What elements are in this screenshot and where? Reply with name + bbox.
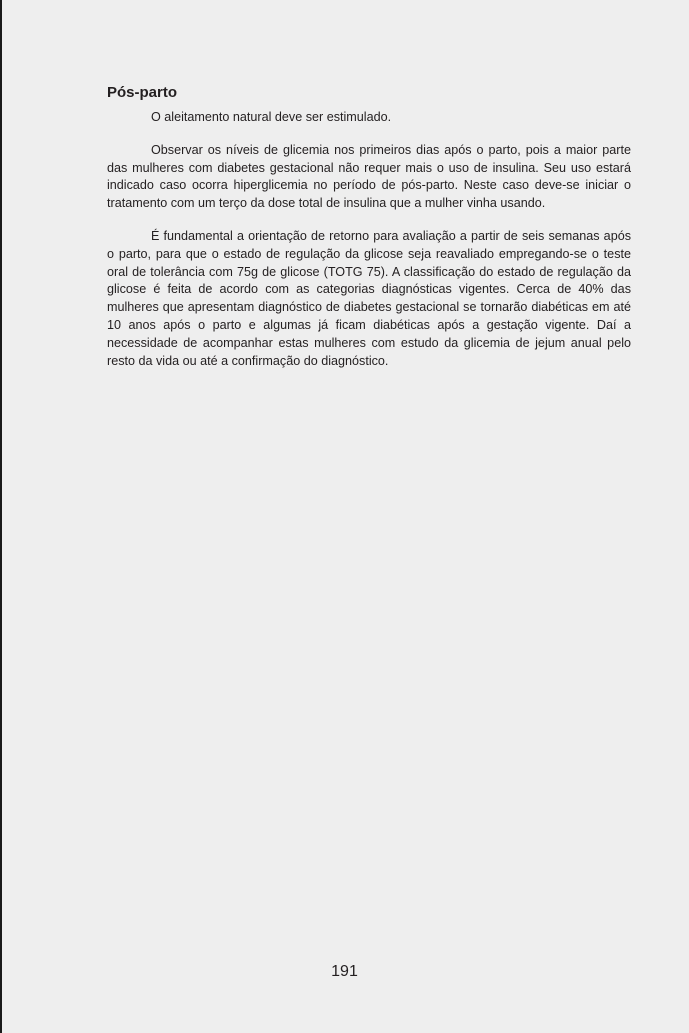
paragraph-2: Observar os níveis de glicemia nos primeiros dias após o parto, pois a maior parte das mulheres com diabetes gestacional não requer mais o uso de insulina. Seu uso estará indicado caso ocorra hiperglicemia no período de pós-parto. Neste caso deve-se iniciar o tratamento com um terço da dose total de insulina que a mulher vinha usando.: [107, 142, 631, 211]
section-title: Pós-parto: [107, 84, 178, 101]
page-left-edge: [0, 0, 2, 1033]
paragraph-1: O aleitamento natural deve ser estimulado.: [151, 110, 392, 124]
section-postpartum: [107, 83, 631, 370]
paragraph-3: É fundamental a orientação de retorno para avaliação a partir de seis semanas após o parto, para que o estado de regulação da glicose seja reavaliado empregando-se o teste oral de tolerância com 75g de glicose (TOTG 75). A classificação do estado de regulação da glicose é feita de acordo com as categorias diagnósticas vigentes. Cerca de 40% das mulheres que apresentam diagnóstico de diabetes gestacional se tornarão diabéticas em até 10 anos após o parto e algumas já ficam diabéticas após a gestação vigente. Daí a necessidade de acompanhar estas mulheres com estudo da glicemia de jejum anual pelo resto da vida ou até a confirmação do diagnóstico.: [107, 228, 631, 368]
page-number: 191: [331, 963, 358, 980]
